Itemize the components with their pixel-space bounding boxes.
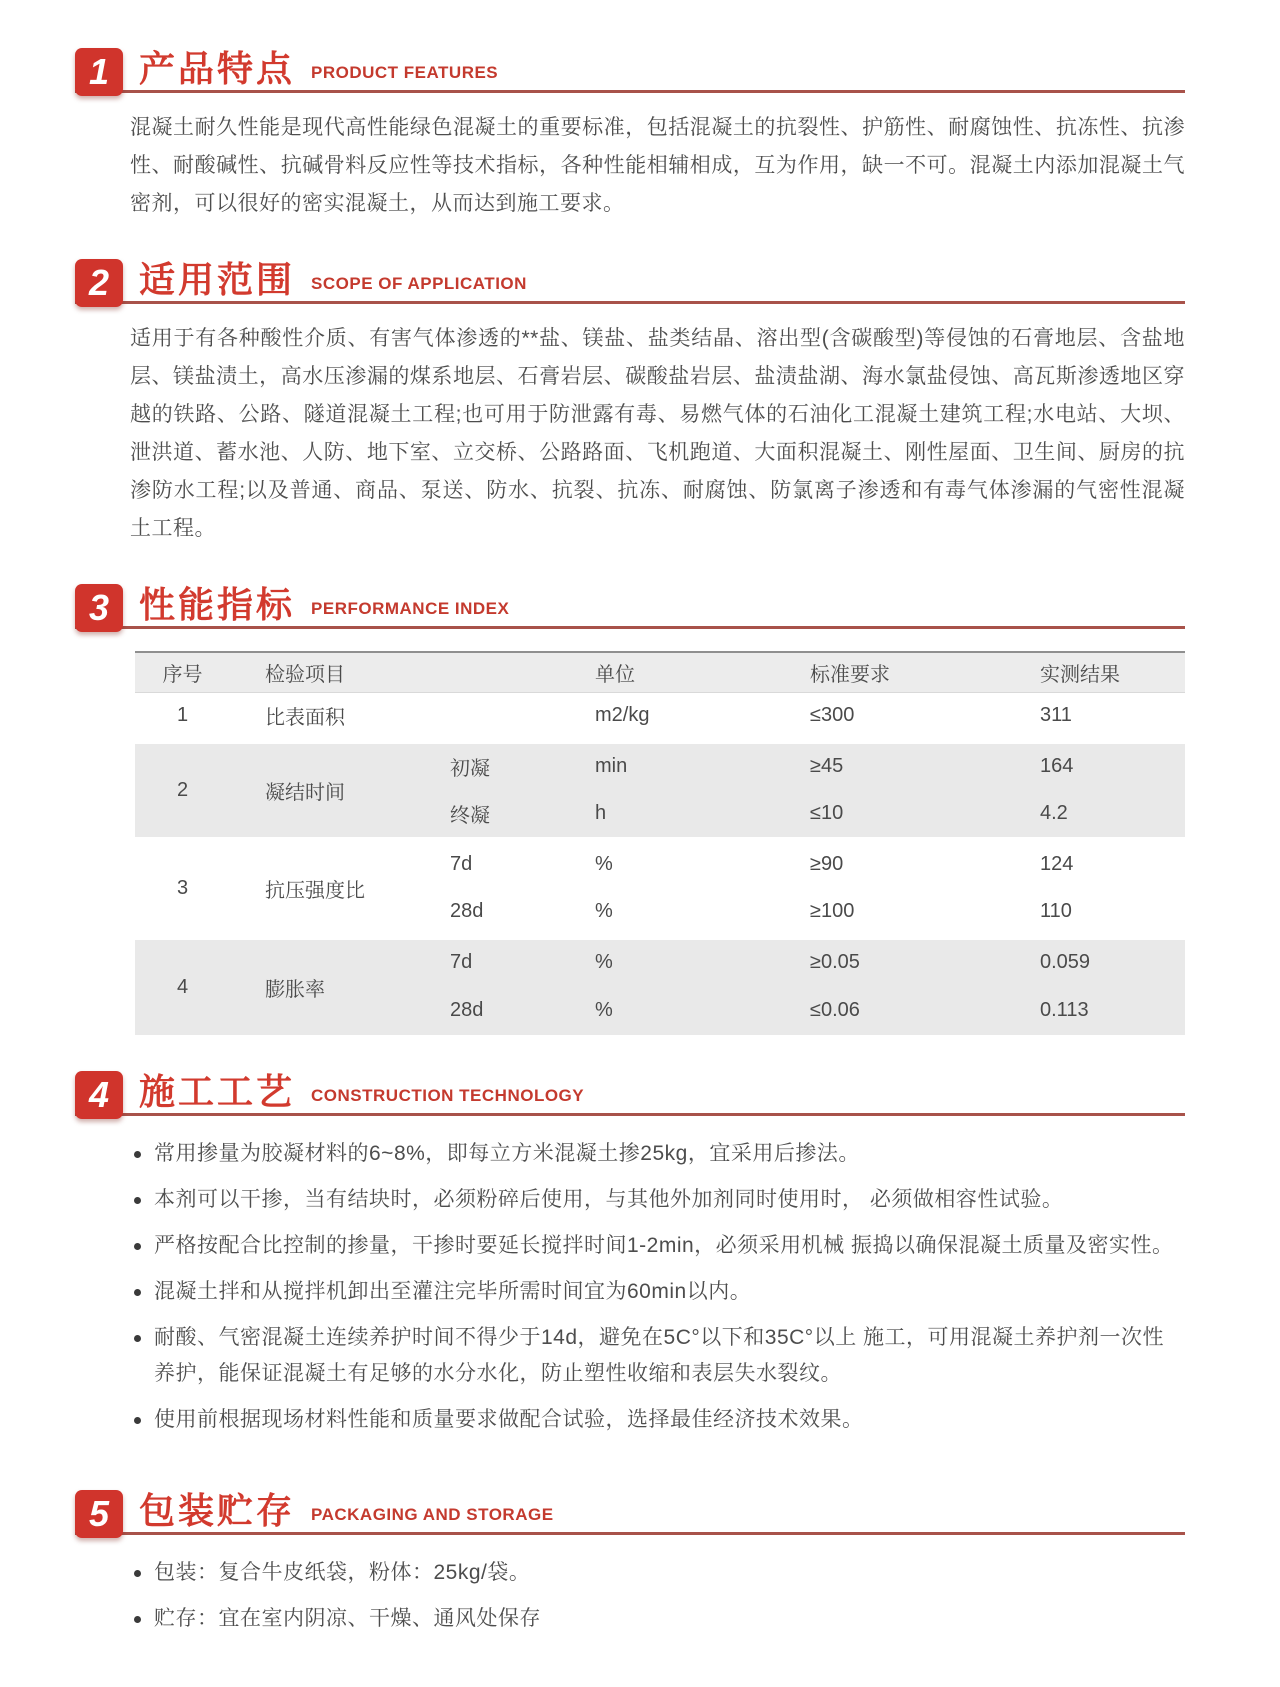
cell-unit: % [595,899,613,922]
list-item: 混凝土拌和从搅拌机卸出至灌注完毕所需时间宜为60min以内。 [130,1274,1185,1310]
cell-standard: ≥100 [810,899,855,922]
section-packaging-and-storage [75,1490,1185,1637]
section-2-title: 适用范围 [139,259,296,301]
cell-subitem: 初凝 [420,741,580,790]
cell-standard: ≤10 [790,790,1020,839]
cell-unit: % [580,839,790,888]
cell-subitem: 7d [420,839,580,888]
list-item: 严格按配合比控制的掺量，干掺时要延长搅拌时间1-2min，必须采用机械 振捣以确保混凝土质量及密实性。 [130,1228,1185,1264]
cell-subitem: 28d [420,986,580,1035]
list-item: 使用前根据现场材料性能和质量要求做配合试验，选择最佳经济技术效果。 [130,1402,1185,1438]
scope-of-application-paragraph: 适用于有各种酸性介质、有害气体渗透的**盐、镁盐、盐类结晶、溶出型(含碳酸型)等侵蚀的石膏地层、含盐地层、镁盐渍土，高水压渗漏的煤系地层、石膏岩层、碳酸盐岩层、盐渍盐湖、海水氯盐侵蚀、高瓦斯渗透地区穿越的铁路、公路、隧道混凝土工程;也可用于防泄露有毒、易燃气体的石油化工混凝土建筑工程;水电站、大坝、泄洪道、蓄水池、人防、地下室、立交桥、公路路面、飞机跑道、大面积混凝土、刚性屋面、卫生间、厨房的抗渗防水工程;以及普通、商品、泵送、防水、抗裂、抗冻、耐腐蚀、防氯离子渗透和有毒气体渗漏的气密性混凝土工程。 [130,327,1185,540]
section-construction-technology [75,1071,1185,1438]
product-features-paragraph: 混凝土耐久性能是现代高性能绿色混凝土的重要标准，包括混凝土的抗裂性、护筋性、耐腐蚀性、抗冻性、抗渗性、耐酸碱性、抗碱骨料反应性等技术指标，各种性能相辅相成，互为作用，缺一不可。混凝土内添加混凝土气密剂，可以很好的密实混凝土，从而达到施工要求。 [130,116,1185,215]
performance-index-table [135,651,1185,1035]
cell-item: 凝结时间 [230,741,420,839]
section-5-number-badge: 5 [75,1490,123,1538]
cell-no: 3 [135,839,230,937]
cell-result: 0.113 [1020,986,1185,1035]
section-2-number-badge: 2 [75,259,123,307]
cell-subitem [420,692,580,741]
table-header-row [135,652,1185,692]
header-unit: 单位 [580,652,790,692]
cell-standard: ≥90 [790,839,1020,888]
cell-unit: h [580,790,790,839]
cell-unit: % [580,937,790,986]
cell-unit: % [580,986,790,1035]
cell-standard: ≤0.06 [790,986,1020,1035]
list-item: 耐酸、气密混凝土连续养护时间不得少于14d，避免在5C°以下和35C°以上 施工，可用混凝土养护剂一次性养护，能保证混凝土有足够的水分水化，防止塑性收缩和表层失水裂纹。 [130,1320,1185,1392]
table-row [135,692,1185,741]
header-serial-number: 序号 [135,652,230,692]
section-scope-of-application [75,259,1185,548]
section-4-header [75,1071,1185,1116]
cell-unit: m2/kg [595,704,650,726]
cell-result: 311 [1040,704,1072,726]
section-4-number-badge: 4 [75,1071,123,1119]
cell-no: 1 [176,704,189,726]
cell-no: 4 [135,937,230,1035]
section-5-header [75,1490,1185,1535]
cell-unit: min [580,741,790,790]
section-1-header [75,48,1185,93]
cell-no: 2 [135,741,230,839]
section-3-subtitle: PERFORMANCE INDEX [311,599,510,618]
section-2-subtitle: SCOPE OF APPLICATION [311,274,527,293]
list-item: 本剂可以干掺，当有结块时，必须粉碎后使用，与其他外加剂同时使用时， 必须做相容性试验。 [130,1182,1185,1218]
cell-subitem: 28d [450,899,484,922]
list-item: 常用掺量为胶凝材料的6~8%，即每立方米混凝土掺25kg，宜采用后掺法。 [130,1136,1185,1172]
section-3-header [75,584,1185,629]
section-5-title: 包装贮存 [139,1490,296,1532]
cell-item: 膨胀率 [230,937,420,1035]
cell-result: 0.059 [1020,937,1185,986]
cell-standard: ≤300 [810,704,855,726]
header-standard: 标准要求 [790,652,1020,692]
cell-result: 124 [1020,839,1185,888]
packaging-storage-list [130,1555,1185,1637]
cell-item: 比表面积 [265,707,345,729]
section-1-number-badge: 1 [75,48,123,96]
cell-subitem: 终凝 [420,790,580,839]
header-result: 实测结果 [1020,652,1185,692]
section-performance-index [75,584,1185,1035]
cell-result: 164 [1020,741,1185,790]
construction-technology-list [130,1136,1185,1438]
section-1-title: 产品特点 [139,48,296,90]
section-2-header [75,259,1185,304]
table-row [135,741,1185,790]
header-test-item: 检验项目 [230,652,580,692]
section-4-subtitle: CONSTRUCTION TECHNOLOGY [311,1086,585,1105]
cell-standard: ≥0.05 [790,937,1020,986]
cell-result: 4.2 [1020,790,1185,839]
cell-standard: ≥45 [790,741,1020,790]
section-4-title: 施工工艺 [139,1071,296,1113]
section-5-subtitle: PACKAGING AND STORAGE [311,1505,554,1524]
section-product-features [75,48,1185,223]
table-row [135,839,1185,888]
section-1-subtitle: PRODUCT FEATURES [311,63,499,82]
list-item: 包装：复合牛皮纸袋，粉体：25kg/袋。 [130,1555,1185,1591]
cell-subitem: 7d [420,937,580,986]
cell-result: 110 [1040,899,1072,922]
section-3-title: 性能指标 [139,584,296,626]
table-row [135,937,1185,986]
list-item: 贮存：宜在室内阴凉、干燥、通风处保存 [130,1601,1185,1637]
cell-item: 抗压强度比 [230,839,420,937]
section-3-number-badge: 3 [75,584,123,632]
